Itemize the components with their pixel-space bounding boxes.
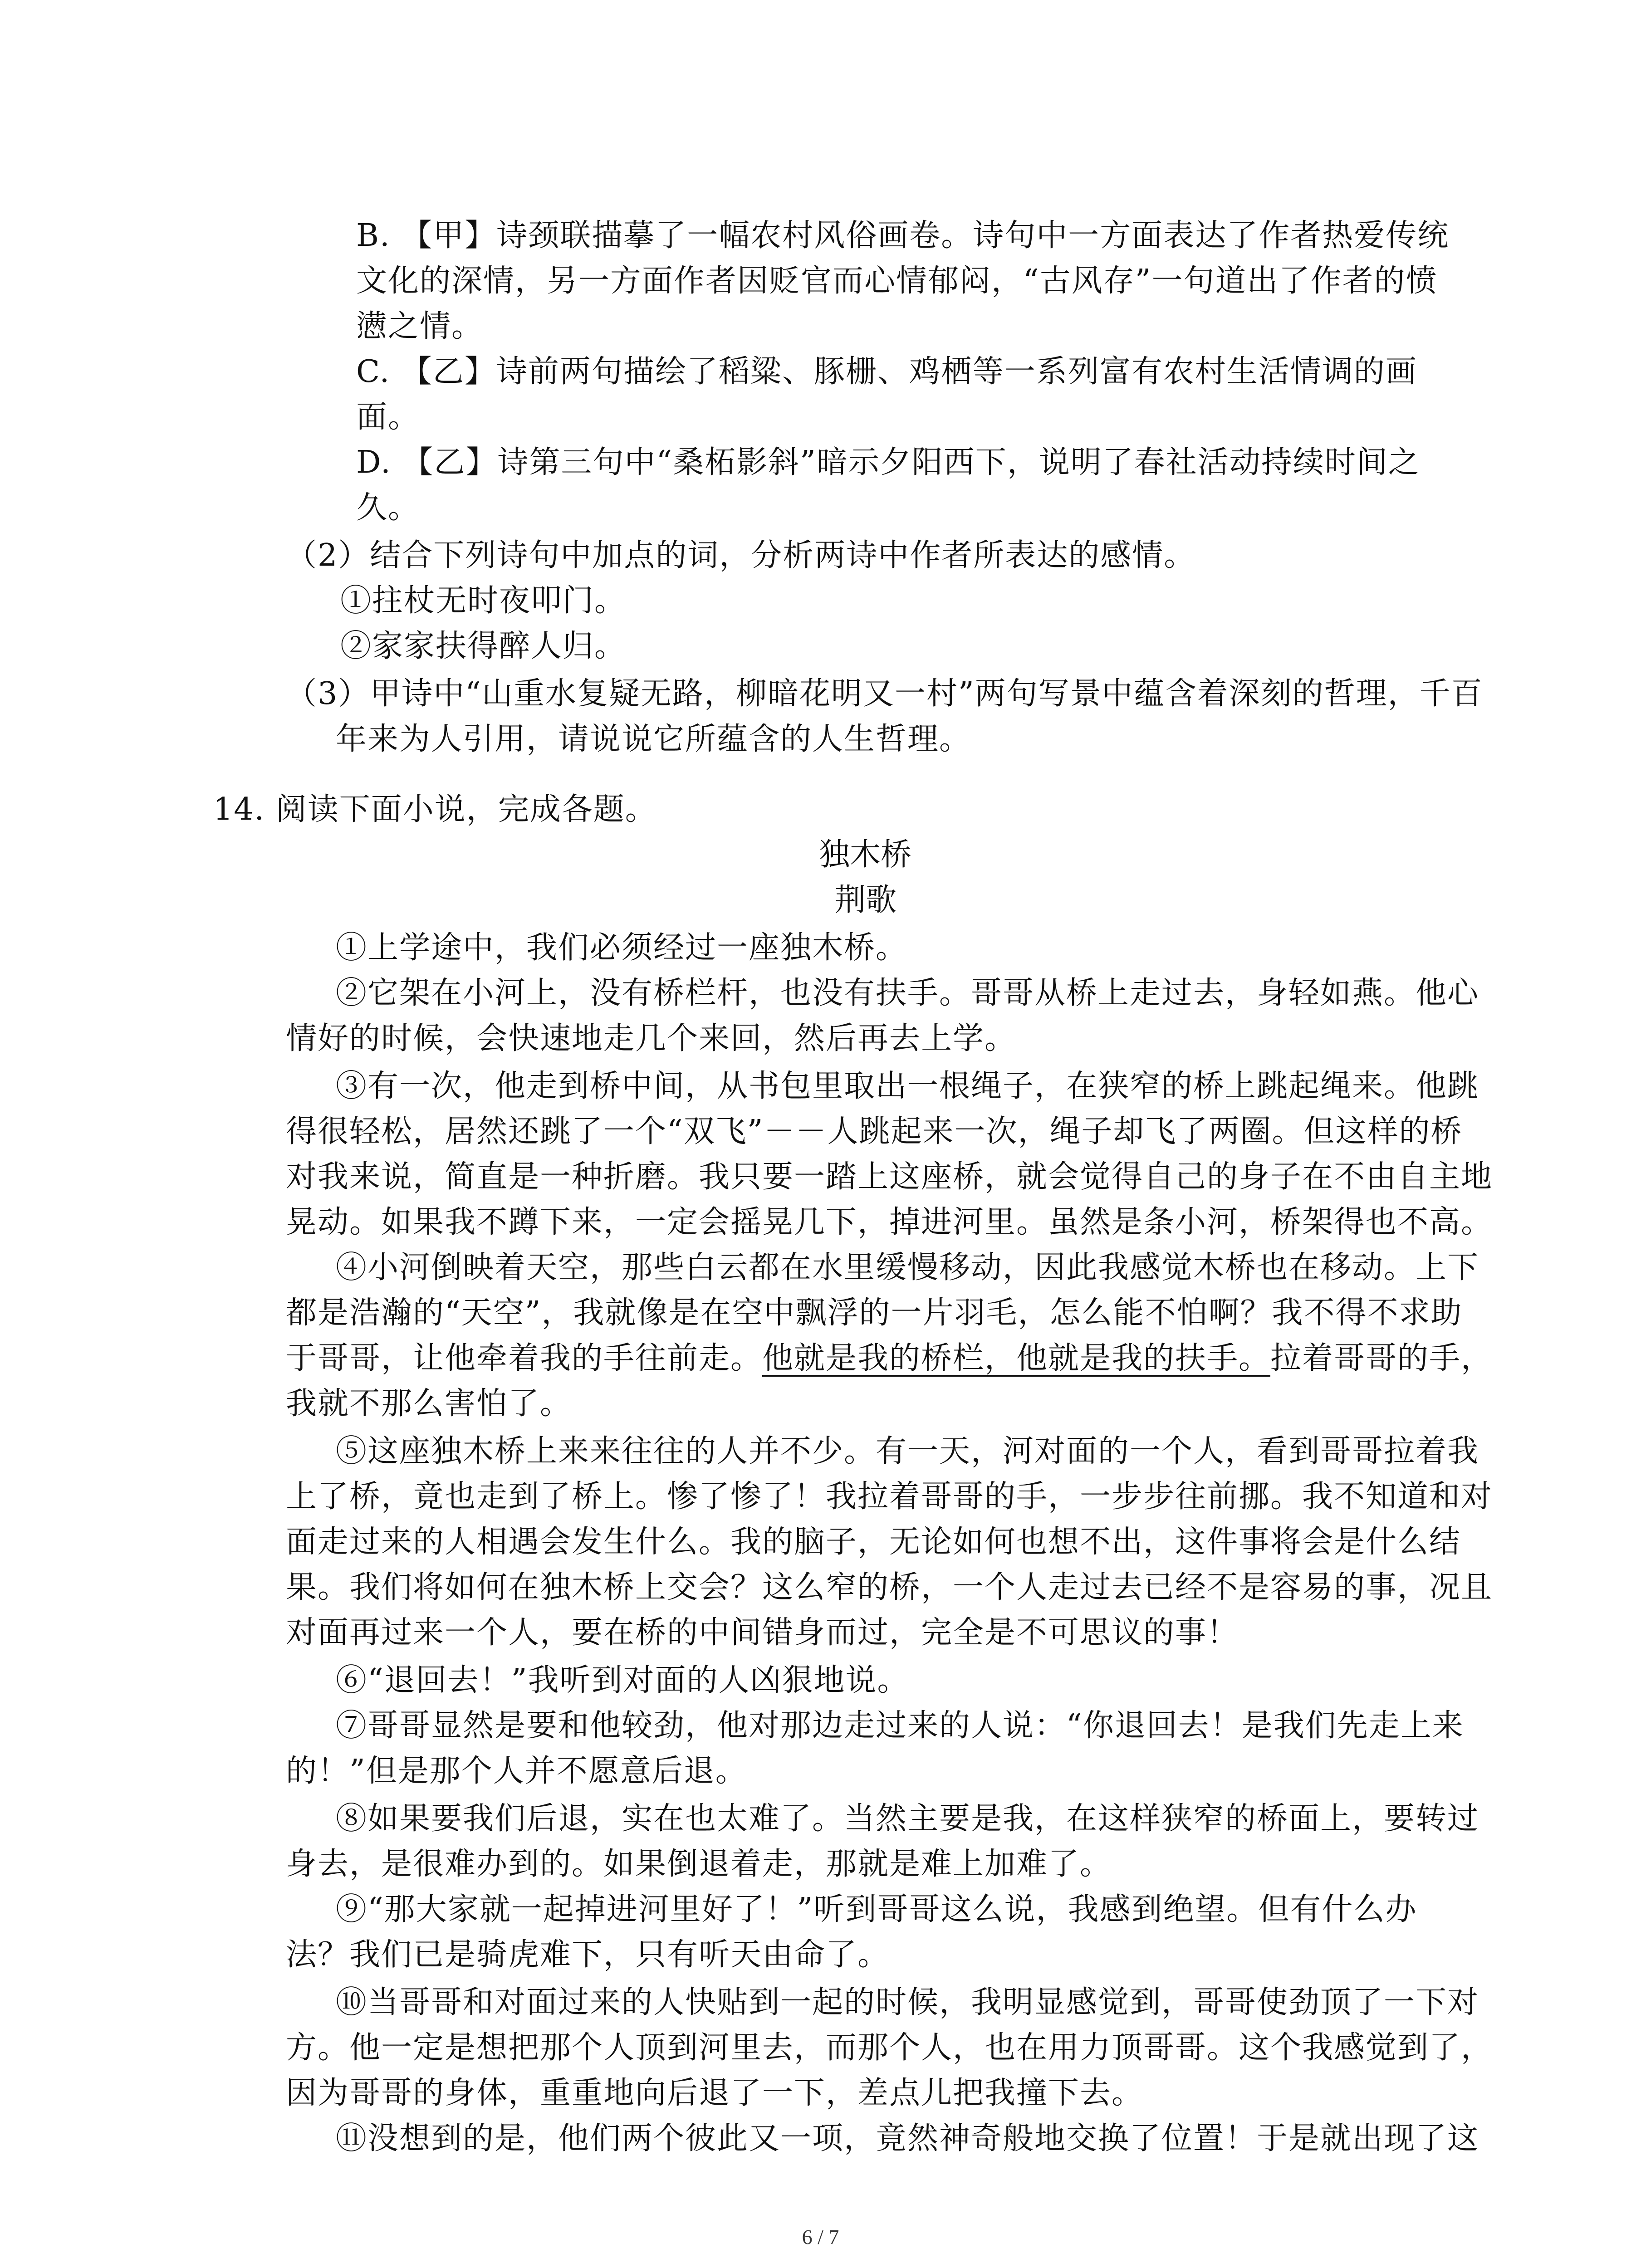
option-b-line-3: 懑之情。 xyxy=(356,308,484,344)
page-number: 6 / 7 xyxy=(802,2225,839,2248)
underlined-sentence: 他就是我的桥栏，他就是我的扶手。 xyxy=(762,1340,1271,1376)
option-c-line-1: C. 【乙】诗前两句描绘了稻粱、豚栅、鸡栖等一系列富有农村生活情调的画 xyxy=(356,354,1417,390)
para-3-line-4: 晃动。如果我不蹲下来，一定会摇晃几下，掉进河里。虽然是条小河，桥架得也不高。 xyxy=(286,1204,1493,1240)
para-7-line-1: ⑦哥哥显然是要和他较劲，他对那边走过来的人说：“你退回去！是我们先走上来 xyxy=(336,1708,1464,1744)
option-d-line-2: 久。 xyxy=(356,490,420,526)
para-10-line-3: 因为哥哥的身体，重重地向后退了一下，差点儿把我撞下去。 xyxy=(286,2075,1144,2111)
option-b-line-1: B. 【甲】诗颈联描摹了一幅农村风俗画卷。诗句中一方面表达了作者热爱传统 xyxy=(356,218,1450,254)
para-7-line-2: 的！”但是那个人并不愿意后退。 xyxy=(286,1753,747,1789)
question-3-line-2: 年来为人引用，请说说它所蕴含的人生哲理。 xyxy=(336,721,971,757)
para-1: ①上学途中，我们必须经过一座独木桥。 xyxy=(336,930,908,966)
para-8-line-2: 身去，是很难办到的。如果倒退着走，那就是难上加难了。 xyxy=(286,1846,1112,1882)
para-4-line-3-end: 拉着哥哥的手， xyxy=(1270,1340,1493,1376)
para-3-line-3: 对我来说，简直是一种折磨。我只要一踏上这座桥，就会觉得自己的身子在不由自主地 xyxy=(286,1159,1493,1195)
question-2-item-2: ②家家扶得醉人归。 xyxy=(340,628,627,664)
para-9-line-2: 法？我们已是骑虎难下，只有听天由命了。 xyxy=(286,1937,890,1973)
option-b-line-2: 文化的深情，另一方面作者因贬官而心情郁闷，“古风存”一句道出了作者的愤 xyxy=(356,263,1438,299)
question-3-line-1: （3）甲诗中“山重水复疑无路，柳暗花明又一村”两句写景中蕴含着深刻的哲理，千百 xyxy=(286,676,1483,712)
question-14-heading: 14. 阅读下面小说，完成各题。 xyxy=(213,792,657,827)
para-5-line-3: 面走过来的人相遇会发生什么。我的脑子，无论如何也想不出，这件事将会是什么结 xyxy=(286,1524,1461,1560)
para-5-line-4: 果。我们将如何在独木桥上交会？这么窄的桥，一个人走过去已经不是容易的事，况且 xyxy=(286,1569,1493,1605)
para-3-line-1: ③有一次，他走到桥中间，从书包里取出一根绳子，在狭窄的桥上跳起绳来。他跳 xyxy=(336,1068,1479,1104)
para-2-line-2: 情好的时候，会快速地走几个来回，然后再去上学。 xyxy=(286,1021,1017,1056)
para-2-line-1: ②它架在小河上，没有桥栏杆，也没有扶手。哥哥从桥上走过去，身轻如燕。他心 xyxy=(336,975,1479,1011)
para-4-line-1: ④小河倒映着天空，那些白云都在水里缓慢移动，因此我感觉木桥也在移动。上下 xyxy=(336,1250,1479,1286)
para-8-line-1: ⑧如果要我们后退，实在也太难了。当然主要是我，在这样狭窄的桥面上，要转过 xyxy=(336,1801,1479,1837)
para-4-line-2: 都是浩瀚的“天空”，我就像是在空中飘浮的一片羽毛，怎么能不怕啊？我不得不求助 xyxy=(286,1295,1463,1331)
story-author: 荆歌 xyxy=(835,882,897,918)
question-2-item-1: ①拄杖无时夜叩门。 xyxy=(340,583,627,619)
para-4-line-3 xyxy=(286,1336,1493,1381)
para-4-line-4: 我就不那么害怕了。 xyxy=(286,1386,572,1422)
para-10-line-1: ⑩当哥哥和对面过来的人快贴到一起的时候，我明显感觉到，哥哥使劲顶了一下对 xyxy=(336,1984,1479,2020)
para-5-line-1: ⑤这座独木桥上来来往往的人并不少。有一天，河对面的一个人，看到哥哥拉着我 xyxy=(336,1433,1479,1469)
option-c-line-2: 面。 xyxy=(356,399,420,435)
para-10-line-2: 方。他一定是想把那个人顶到河里去，而那个人，也在用力顶哥哥。这个我感觉到了， xyxy=(286,2030,1493,2066)
option-d-line-1: D. 【乙】诗第三句中“桑柘影斜”暗示夕阳西下，说明了春社活动持续时间之 xyxy=(356,445,1420,480)
question-2: （2）结合下列诗句中加点的词，分析两诗中作者所表达的感情。 xyxy=(286,538,1196,573)
para-11-line-1: ⑪没想到的是，他们两个彼此又一项，竟然神奇般地交换了位置！于是就出现了这 xyxy=(336,2121,1479,2156)
para-3-line-2: 得很轻松，居然还跳了一个“双飞”－－人跳起来一次，绳子却飞了两圈。但这样的桥 xyxy=(286,1114,1463,1149)
para-9-line-1: ⑨“那大家就一起掉进河里好了！”听到哥哥这么说，我感到绝望。但有什么办 xyxy=(336,1892,1417,1927)
para-4-line-3-start: 于哥哥，让他牵着我的手往前走。 xyxy=(286,1340,763,1376)
story-title: 独木桥 xyxy=(819,837,912,873)
para-6: ⑥“退回去！”我听到对面的人凶狠地说。 xyxy=(336,1662,909,1698)
para-5-line-2: 上了桥，竟也走到了桥上。惨了惨了！我拉着哥哥的手，一步步往前挪。我不知道和对 xyxy=(286,1479,1493,1515)
para-5-line-5: 对面再过来一个人，要在桥的中间错身而过，完全是不可思议的事！ xyxy=(286,1615,1239,1651)
